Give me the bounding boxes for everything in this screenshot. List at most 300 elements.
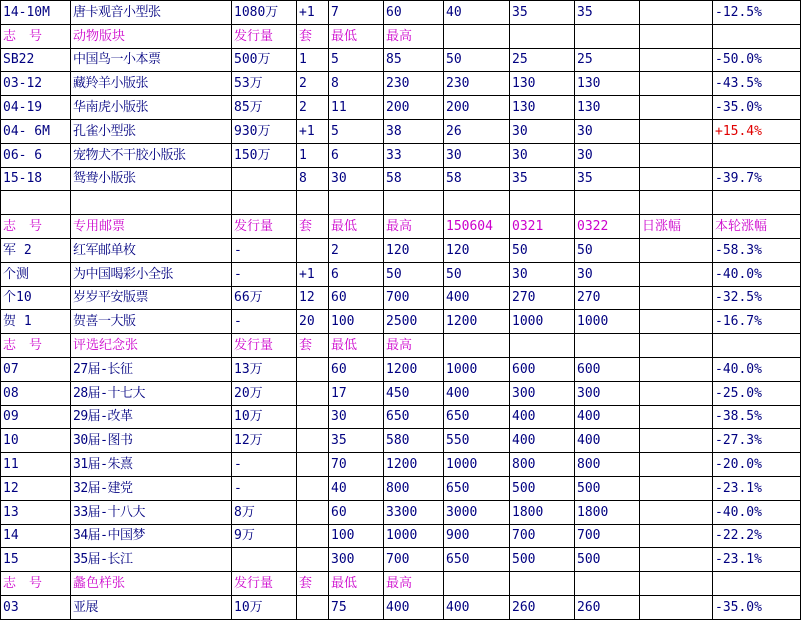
table-cell (297, 357, 329, 381)
table-cell: 30 (510, 143, 575, 167)
header-high: 最高 (384, 572, 444, 596)
table-cell: 5 (329, 48, 384, 72)
section-title: 动物版块 (71, 24, 232, 48)
table-cell: 150万 (232, 143, 297, 167)
table-cell: 20万 (232, 381, 297, 405)
table-cell: 930万 (232, 119, 297, 143)
table-cell: 10 (1, 429, 71, 453)
header-low: 最低 (329, 334, 384, 358)
header-high: 最高 (384, 215, 444, 239)
table-cell: 230 (444, 72, 510, 96)
header-cell-empty (575, 334, 640, 358)
table-cell (297, 405, 329, 429)
table-cell: 650 (444, 548, 510, 572)
table-cell: 15-18 (1, 167, 71, 191)
table-cell: 700 (575, 524, 640, 548)
table-cell: 8 (297, 167, 329, 191)
table-row (1, 548, 801, 572)
table-cell: 60 (384, 1, 444, 25)
table-cell: +1 (297, 262, 329, 286)
table-cell: 700 (384, 286, 444, 310)
header-code: 志 号 (1, 24, 71, 48)
table-cell: 650 (444, 405, 510, 429)
table-cell: 30 (444, 143, 510, 167)
header-low: 最低 (329, 215, 384, 239)
table-cell: 13 (1, 500, 71, 524)
table-cell: 400 (444, 381, 510, 405)
table-cell: 130 (510, 96, 575, 120)
section-title: 专用邮票 (71, 215, 232, 239)
table-cell: 600 (575, 357, 640, 381)
table-cell: 75 (329, 595, 384, 619)
table-cell (640, 524, 713, 548)
table-cell: 85万 (232, 96, 297, 120)
table-cell: 3300 (384, 500, 444, 524)
table-cell: 58 (384, 167, 444, 191)
header-cell-empty (444, 334, 510, 358)
table-cell: 400 (510, 405, 575, 429)
header-cell-empty (713, 334, 801, 358)
table-cell (232, 191, 297, 215)
table-body (1, 1, 801, 620)
table-cell: 500 (510, 548, 575, 572)
table-cell: 35 (575, 167, 640, 191)
table-cell: -23.1% (713, 476, 801, 500)
table-cell: 10万 (232, 405, 297, 429)
table-cell (297, 524, 329, 548)
table-cell: 03-12 (1, 72, 71, 96)
table-cell: 2500 (384, 310, 444, 334)
table-cell (640, 429, 713, 453)
table-cell: 35 (510, 167, 575, 191)
table-cell: 岁岁平安版票 (71, 286, 232, 310)
table-cell: 33 (384, 143, 444, 167)
table-cell: 29届-改革 (71, 405, 232, 429)
header-code: 志 号 (1, 334, 71, 358)
header-cell-empty (713, 24, 801, 48)
table-cell: -27.3% (713, 429, 801, 453)
table-cell: 270 (510, 286, 575, 310)
table-cell: 个测 (1, 262, 71, 286)
table-row (1, 96, 801, 120)
table-cell: 50 (510, 238, 575, 262)
table-cell: 650 (384, 405, 444, 429)
table-cell: 1200 (384, 357, 444, 381)
table-cell: 130 (510, 72, 575, 96)
header-high: 最高 (384, 334, 444, 358)
table-cell: 06- 6 (1, 143, 71, 167)
header-cell-empty (510, 334, 575, 358)
header-cell-empty (640, 24, 713, 48)
table-cell: 34届-中国梦 (71, 524, 232, 548)
table-cell: 400 (575, 429, 640, 453)
table-cell: 28届-十七大 (71, 381, 232, 405)
table-cell: -32.5% (713, 286, 801, 310)
section-header-row (1, 572, 801, 596)
section-header-row (1, 215, 801, 239)
table-cell (297, 238, 329, 262)
table-cell: 04- 6M (1, 119, 71, 143)
table-cell: 1000 (384, 524, 444, 548)
table-cell (232, 548, 297, 572)
table-cell: 30 (329, 167, 384, 191)
table-cell: 为中国喝彩小全张 (71, 262, 232, 286)
table-cell: 550 (444, 429, 510, 453)
table-cell: 军 2 (1, 238, 71, 262)
table-cell: 200 (384, 96, 444, 120)
table-cell: 35 (510, 1, 575, 25)
table-cell: 35届-长江 (71, 548, 232, 572)
table-cell: 30 (329, 405, 384, 429)
table-cell (640, 119, 713, 143)
table-cell: 100 (329, 310, 384, 334)
table-cell: 孔雀小型张 (71, 119, 232, 143)
table-cell: 120 (384, 238, 444, 262)
table-cell: 6 (329, 143, 384, 167)
table-cell (640, 262, 713, 286)
table-cell (640, 500, 713, 524)
table-cell: 唐卡观音小型张 (71, 1, 232, 25)
table-cell: -16.7% (713, 310, 801, 334)
header-low: 最低 (329, 24, 384, 48)
table-cell: - (232, 262, 297, 286)
table-cell: 38 (384, 119, 444, 143)
table-cell: 27届-长征 (71, 357, 232, 381)
table-cell: 260 (510, 595, 575, 619)
table-cell: 85 (384, 48, 444, 72)
table-cell: 800 (384, 476, 444, 500)
table-cell: 1200 (444, 310, 510, 334)
header-d0321: 0321 (510, 215, 575, 239)
table-cell: 11 (329, 96, 384, 120)
table-cell: 40 (329, 476, 384, 500)
table-cell (640, 191, 713, 215)
header-d150604: 150604 (444, 215, 510, 239)
table-row (1, 143, 801, 167)
table-cell: 400 (575, 405, 640, 429)
table-cell: 600 (510, 357, 575, 381)
table-cell: 11 (1, 453, 71, 477)
table-cell: 宠物犬不干胶小版张 (71, 143, 232, 167)
table-cell: 50 (444, 48, 510, 72)
table-row (1, 429, 801, 453)
table-cell: 60 (329, 500, 384, 524)
table-cell: 650 (444, 476, 510, 500)
table-cell: 09 (1, 405, 71, 429)
table-cell: 50 (575, 238, 640, 262)
table-cell: -38.5% (713, 405, 801, 429)
table-cell: 53万 (232, 72, 297, 96)
table-cell: -43.5% (713, 72, 801, 96)
table-cell: 800 (575, 453, 640, 477)
table-row (1, 381, 801, 405)
table-cell (575, 191, 640, 215)
table-cell (329, 191, 384, 215)
table-cell: 2 (297, 72, 329, 96)
table-cell: 藏羚羊小版张 (71, 72, 232, 96)
table-cell: 1 (297, 48, 329, 72)
table-cell (640, 238, 713, 262)
table-cell: 7 (329, 1, 384, 25)
table-cell: 1800 (575, 500, 640, 524)
table-cell (713, 143, 801, 167)
table-cell (297, 500, 329, 524)
table-cell: 60 (329, 357, 384, 381)
table-cell (640, 548, 713, 572)
table-cell: 200 (444, 96, 510, 120)
table-cell: 60 (329, 286, 384, 310)
table-cell: 120 (444, 238, 510, 262)
table-cell: 1000 (575, 310, 640, 334)
table-cell: -12.5% (713, 1, 801, 25)
table-cell (640, 595, 713, 619)
table-cell: 14 (1, 524, 71, 548)
table-cell: 30 (575, 262, 640, 286)
header-cell-empty (444, 24, 510, 48)
table-row (1, 595, 801, 619)
header-low: 最低 (329, 572, 384, 596)
header-set: 套 (297, 24, 329, 48)
table-cell: 个10 (1, 286, 71, 310)
table-cell: 1000 (444, 453, 510, 477)
table-cell: 270 (575, 286, 640, 310)
table-cell (640, 381, 713, 405)
table-cell: 贺 1 (1, 310, 71, 334)
table-row (1, 167, 801, 191)
table-row (1, 286, 801, 310)
table-cell (297, 191, 329, 215)
table-row (1, 48, 801, 72)
table-cell: 红军邮单枚 (71, 238, 232, 262)
table-cell (232, 167, 297, 191)
table-cell: 3000 (444, 500, 510, 524)
header-round-change: 本轮涨幅 (713, 215, 801, 239)
table-cell: 32届-建党 (71, 476, 232, 500)
header-cell-empty (444, 572, 510, 596)
table-cell (640, 453, 713, 477)
table-cell: 04-19 (1, 96, 71, 120)
table-cell: 900 (444, 524, 510, 548)
table-row (1, 238, 801, 262)
table-cell (297, 453, 329, 477)
section-header-row (1, 334, 801, 358)
table-cell (640, 310, 713, 334)
header-cell-empty (640, 572, 713, 596)
table-cell: 2 (297, 96, 329, 120)
table-cell: 1200 (384, 453, 444, 477)
table-cell: 9万 (232, 524, 297, 548)
header-volume: 发行量 (232, 334, 297, 358)
table-cell: 1080万 (232, 1, 297, 25)
table-row (1, 357, 801, 381)
table-cell: 300 (510, 381, 575, 405)
table-cell (71, 191, 232, 215)
header-cell-empty (575, 572, 640, 596)
table-cell: -25.0% (713, 381, 801, 405)
table-cell (640, 286, 713, 310)
table-cell: 30 (510, 262, 575, 286)
table-row (1, 405, 801, 429)
table-cell: 700 (510, 524, 575, 548)
table-cell: 14-10M (1, 1, 71, 25)
table-cell: 12 (297, 286, 329, 310)
header-high: 最高 (384, 24, 444, 48)
table-row (1, 310, 801, 334)
table-row (1, 191, 801, 215)
table-row (1, 262, 801, 286)
table-cell: - (232, 238, 297, 262)
table-cell: 08 (1, 381, 71, 405)
table-cell (640, 405, 713, 429)
table-cell: - (232, 310, 297, 334)
table-cell: 400 (444, 595, 510, 619)
header-cell-empty (640, 334, 713, 358)
table-cell (384, 191, 444, 215)
header-volume: 发行量 (232, 24, 297, 48)
table-cell: -22.2% (713, 524, 801, 548)
header-code: 志 号 (1, 215, 71, 239)
table-cell: 31届-朱熹 (71, 453, 232, 477)
table-cell: 700 (384, 548, 444, 572)
table-cell: SB22 (1, 48, 71, 72)
table-cell: 20 (297, 310, 329, 334)
table-cell: 130 (575, 96, 640, 120)
table-cell (297, 381, 329, 405)
table-cell: - (232, 476, 297, 500)
table-cell: 50 (384, 262, 444, 286)
table-cell: 230 (384, 72, 444, 96)
table-cell: 26 (444, 119, 510, 143)
rise-cell: +15.4% (713, 119, 801, 143)
section-header-row (1, 24, 801, 48)
table-cell: 35 (575, 1, 640, 25)
section-title: 评选纪念张 (71, 334, 232, 358)
table-cell: 13万 (232, 357, 297, 381)
table-cell: 2 (329, 238, 384, 262)
table-cell: 5 (329, 119, 384, 143)
table-cell: 25 (575, 48, 640, 72)
header-set: 套 (297, 215, 329, 239)
table-cell (640, 96, 713, 120)
table-cell (297, 548, 329, 572)
table-cell: 12 (1, 476, 71, 500)
table-cell: 03 (1, 595, 71, 619)
table-row (1, 476, 801, 500)
table-cell: 100 (329, 524, 384, 548)
table-cell: 400 (444, 286, 510, 310)
table-cell: -39.7% (713, 167, 801, 191)
table-cell: 33届-十八大 (71, 500, 232, 524)
table-cell: -35.0% (713, 595, 801, 619)
table-cell: 500 (510, 476, 575, 500)
table-cell: -40.0% (713, 357, 801, 381)
table-cell: 17 (329, 381, 384, 405)
table-cell: 10万 (232, 595, 297, 619)
header-day-change: 日涨幅 (640, 215, 713, 239)
table-cell: 40 (444, 1, 510, 25)
table-cell: 亚展 (71, 595, 232, 619)
header-volume: 发行量 (232, 572, 297, 596)
table-cell: 12万 (232, 429, 297, 453)
table-cell: 贺喜一大版 (71, 310, 232, 334)
header-set: 套 (297, 334, 329, 358)
table-cell (640, 72, 713, 96)
table-cell: -35.0% (713, 96, 801, 120)
header-cell-empty (510, 24, 575, 48)
table-cell: -50.0% (713, 48, 801, 72)
table-cell: 中国鸟一小本票 (71, 48, 232, 72)
header-d0322: 0322 (575, 215, 640, 239)
table-cell: 130 (575, 72, 640, 96)
table-cell (713, 191, 801, 215)
table-cell: 400 (384, 595, 444, 619)
table-cell (297, 476, 329, 500)
table-row (1, 119, 801, 143)
table-cell: 华南虎小版张 (71, 96, 232, 120)
table-cell (640, 476, 713, 500)
table-cell: 800 (510, 453, 575, 477)
table-cell: -20.0% (713, 453, 801, 477)
table-cell: 30 (575, 119, 640, 143)
table-cell: 8万 (232, 500, 297, 524)
table-cell: 8 (329, 72, 384, 96)
table-cell (1, 191, 71, 215)
table-cell: -40.0% (713, 262, 801, 286)
header-cell-empty (713, 572, 801, 596)
table-cell (297, 595, 329, 619)
table-cell (510, 191, 575, 215)
header-cell-empty (575, 24, 640, 48)
table-cell: 35 (329, 429, 384, 453)
table-cell (640, 48, 713, 72)
table-cell: -40.0% (713, 500, 801, 524)
table-cell: 260 (575, 595, 640, 619)
table-cell (640, 1, 713, 25)
table-cell: 500 (575, 548, 640, 572)
table-cell: 1 (297, 143, 329, 167)
table-row (1, 453, 801, 477)
table-cell: 580 (384, 429, 444, 453)
header-volume: 发行量 (232, 215, 297, 239)
table-cell: 6 (329, 262, 384, 286)
table-row (1, 72, 801, 96)
table-cell: 500 (575, 476, 640, 500)
table-cell: 鸳鸯小版张 (71, 167, 232, 191)
table-cell: 50 (444, 262, 510, 286)
table-cell (640, 143, 713, 167)
table-cell (640, 357, 713, 381)
section-title: 蠡色样张 (71, 572, 232, 596)
table-cell: 25 (510, 48, 575, 72)
table-cell: 300 (329, 548, 384, 572)
table-cell: 1800 (510, 500, 575, 524)
table-cell: 1000 (510, 310, 575, 334)
table-cell: - (232, 453, 297, 477)
table-cell: +1 (297, 1, 329, 25)
table-cell: 07 (1, 357, 71, 381)
table-cell: -58.3% (713, 238, 801, 262)
table-cell: 400 (510, 429, 575, 453)
table-cell: 30届-图书 (71, 429, 232, 453)
table-row (1, 524, 801, 548)
table-cell: 300 (575, 381, 640, 405)
table-cell: 450 (384, 381, 444, 405)
table-row (1, 500, 801, 524)
table-cell: 30 (510, 119, 575, 143)
table-cell (297, 429, 329, 453)
table-cell: 1000 (444, 357, 510, 381)
table-cell: +1 (297, 119, 329, 143)
